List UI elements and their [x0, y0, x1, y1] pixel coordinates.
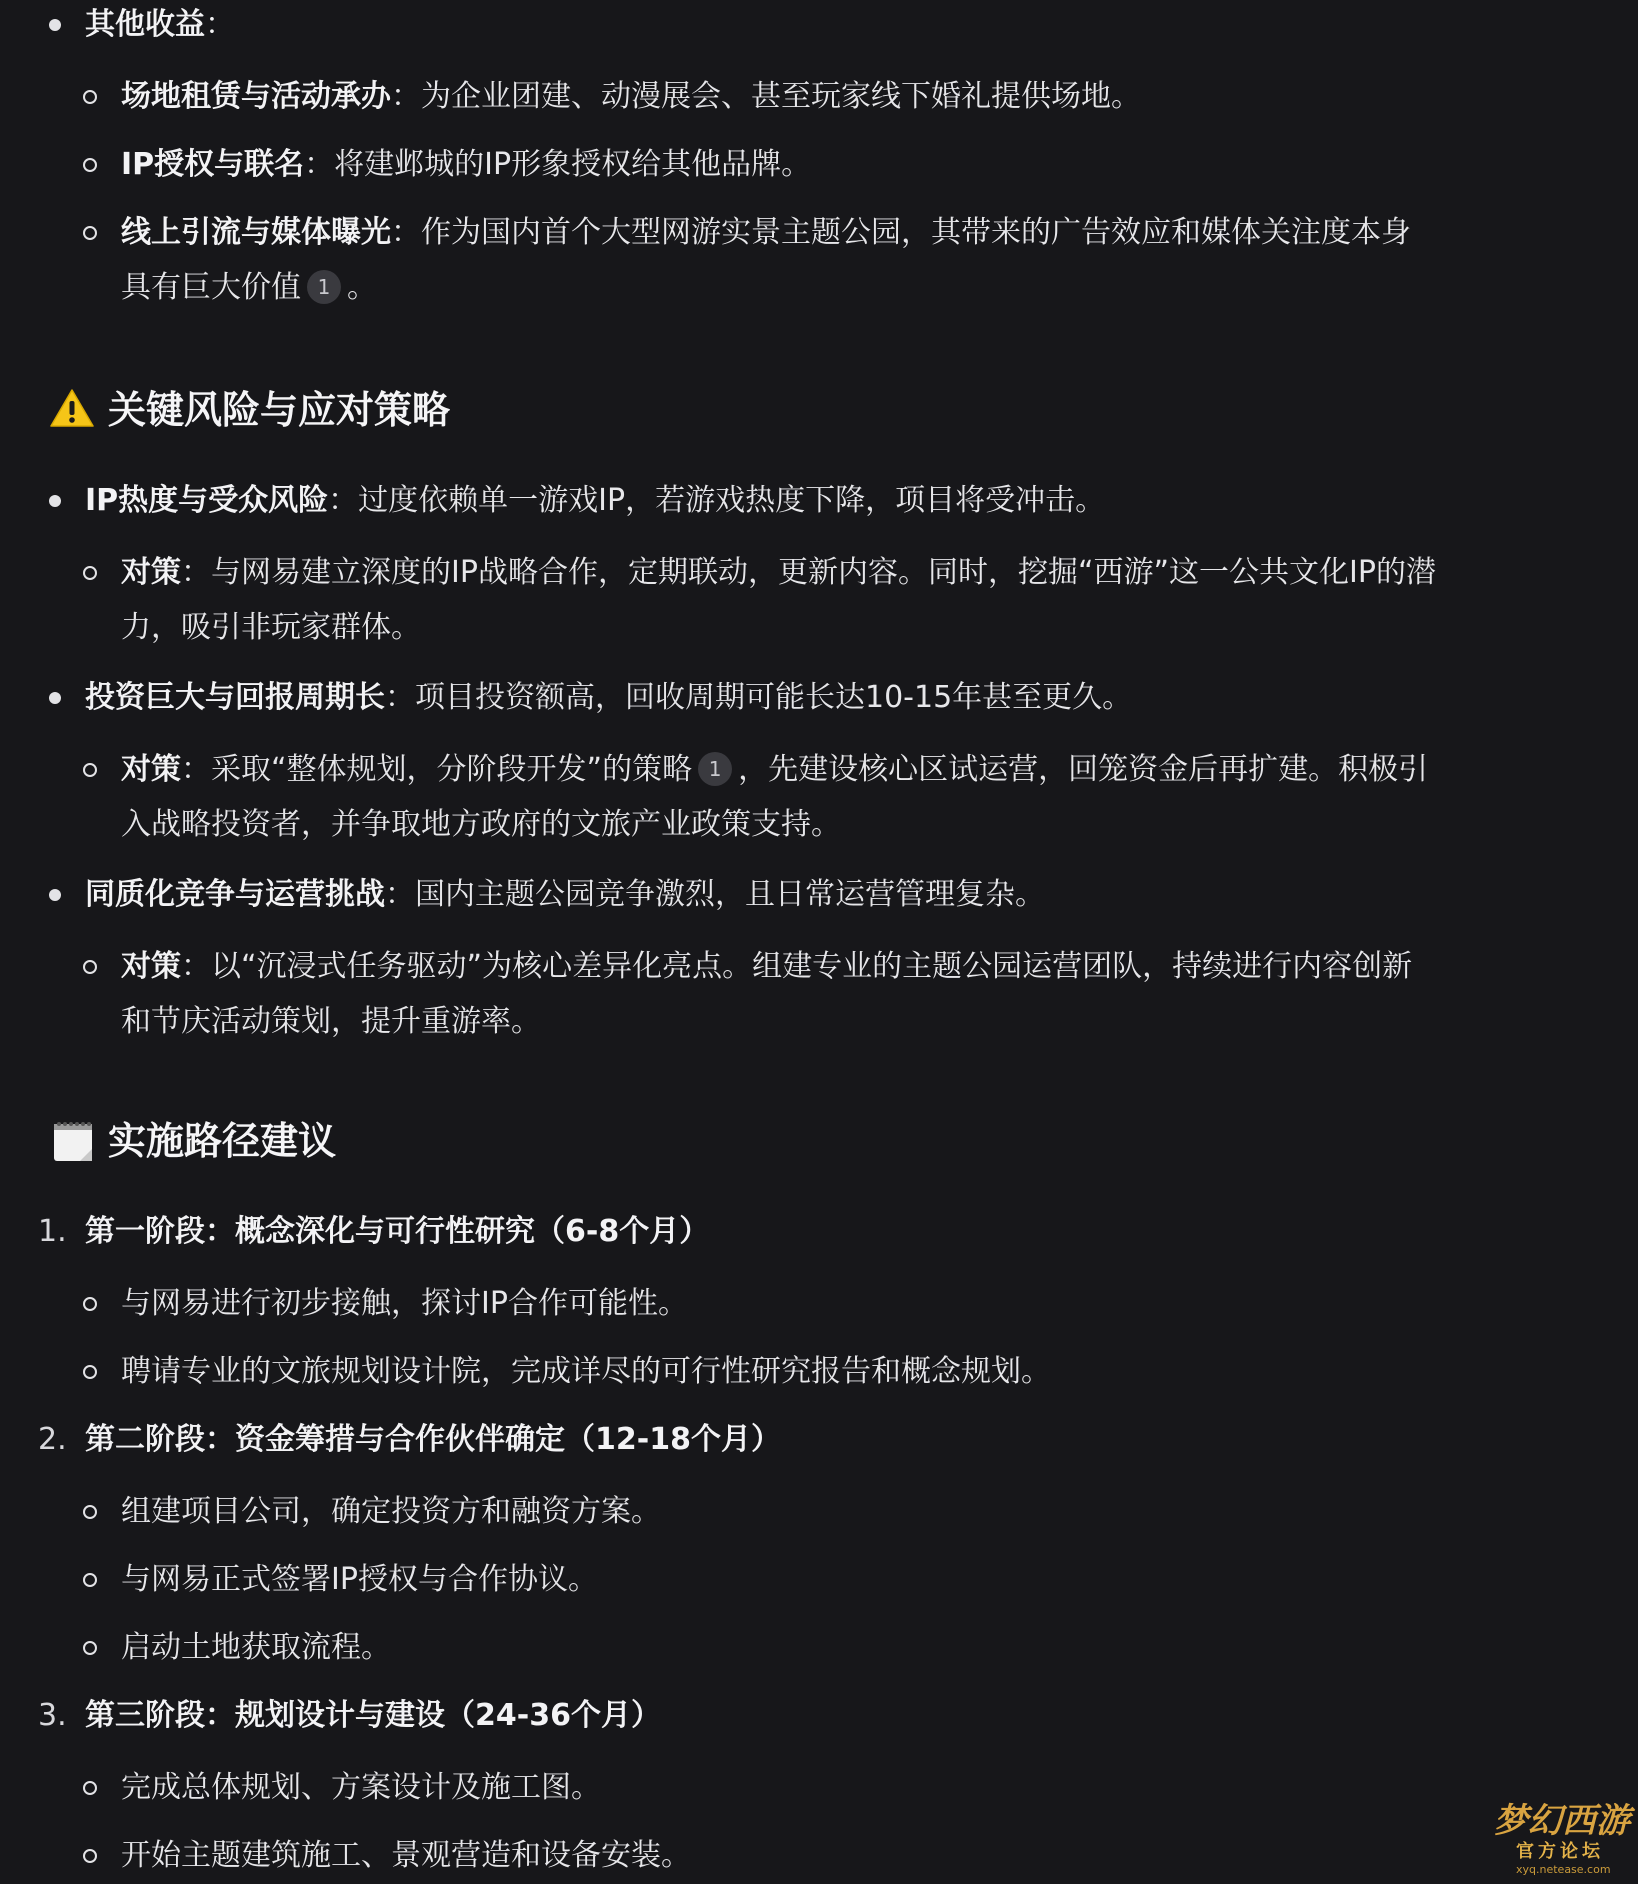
sub-bullet	[83, 1297, 97, 1311]
income-item-media-cont: 具有巨大价值 1 。	[121, 270, 377, 305]
income-item-venue: 场地租赁与活动承办：为企业团建、动漫展会、甚至玩家线下婚礼提供场地。	[121, 79, 1141, 114]
phase-item: 与网易正式签署IP授权与合作协议。	[121, 1562, 598, 1597]
phase-item: 启动土地获取流程。	[121, 1630, 391, 1665]
risk-item-competition: 同质化竞争与运营挑战：国内主题公园竞争激烈，且日常运营管理复杂。	[85, 877, 1045, 912]
sub-bullet	[83, 566, 97, 580]
watermark-sub: 官方论坛	[1516, 1841, 1604, 1862]
sub-bullet	[83, 158, 97, 172]
watermark-title: 梦幻西游	[1494, 1801, 1630, 1841]
risk-competition-strategy-cont: 和节庆活动策划，提升重游率。	[121, 1004, 541, 1039]
sub-bullet	[83, 1365, 97, 1379]
phase-item: 聘请专业的文旅规划设计院，完成详尽的可行性研究报告和概念规划。	[121, 1354, 1051, 1389]
bullet-dot	[49, 889, 61, 901]
bullet-dot	[49, 692, 61, 704]
sub-bullet	[83, 226, 97, 240]
risk-investment-strategy-cont: 入战略投资者，并争取地方政府的文旅产业政策支持。	[121, 807, 841, 842]
phase-number: 2.	[38, 1422, 67, 1457]
notepad-icon	[52, 1118, 94, 1162]
risk-ip-strategy: 对策：与网易建立深度的IP战略合作，定期联动，更新内容。同时，挖掘“西游”这一公共文化IP的潜	[121, 555, 1436, 590]
risk-section-heading: 关键风险与应对策略	[108, 388, 451, 432]
phase-title: 第二阶段：资金筹措与合作伙伴确定（12-18个月）	[85, 1422, 781, 1457]
phase-title: 第一阶段：概念深化与可行性研究（6-8个月）	[85, 1214, 710, 1249]
citation-badge[interactable]: 1	[307, 270, 341, 304]
watermark-url: xyq.netease.com	[1516, 1863, 1611, 1876]
sub-bullet	[83, 960, 97, 974]
phase-item: 与网易进行初步接触，探讨IP合作可能性。	[121, 1286, 688, 1321]
forum-watermark-logo	[1490, 1800, 1630, 1880]
bullet-dot	[49, 495, 61, 507]
phase-item: 组建项目公司，确定投资方和融资方案。	[121, 1494, 661, 1529]
phase-item: 开始主题建筑施工、景观营造和设备安装。	[121, 1838, 691, 1873]
risk-item-investment: 投资巨大与回报周期长：项目投资额高，回收周期可能长达10-15年甚至更久。	[85, 680, 1133, 715]
risk-investment-strategy: 对策：采取“整体规划，分阶段开发”的策略 1 ，先建设核心区试运营，回笼资金后再扩建。积极引	[121, 752, 1429, 787]
sub-bullet	[83, 1781, 97, 1795]
sub-bullet	[83, 1505, 97, 1519]
sub-bullet	[83, 1573, 97, 1587]
income-item-ip: IP授权与联名：将建邺城的IP形象授权给其他品牌。	[121, 147, 812, 182]
phase-number: 3.	[38, 1698, 67, 1733]
risk-item-ip: IP热度与受众风险：过度依赖单一游戏IP，若游戏热度下降，项目将受冲击。	[85, 483, 1106, 518]
phase-title: 第三阶段：规划设计与建设（24-36个月）	[85, 1698, 661, 1733]
sub-bullet	[83, 1849, 97, 1863]
sub-bullet	[83, 1641, 97, 1655]
sub-bullet	[83, 90, 97, 104]
risk-competition-strategy: 对策：以“沉浸式任务驱动”为核心差异化亮点。组建专业的主题公园运营团队，持续进行内容创新	[121, 949, 1413, 984]
citation-badge[interactable]: 1	[698, 752, 732, 786]
warning-icon	[50, 388, 94, 428]
bullet-dot	[49, 19, 61, 31]
path-section-heading: 实施路径建议	[108, 1119, 337, 1163]
income-item-media: 线上引流与媒体曝光：作为国内首个大型网游实景主题公园，其带来的广告效应和媒体关注度本身	[121, 215, 1411, 250]
income-heading: 其他收益：	[85, 7, 235, 42]
phase-number: 1.	[38, 1214, 67, 1249]
phase-item: 完成总体规划、方案设计及施工图。	[121, 1770, 601, 1805]
sub-bullet	[83, 763, 97, 777]
risk-ip-strategy-cont: 力，吸引非玩家群体。	[121, 610, 421, 645]
